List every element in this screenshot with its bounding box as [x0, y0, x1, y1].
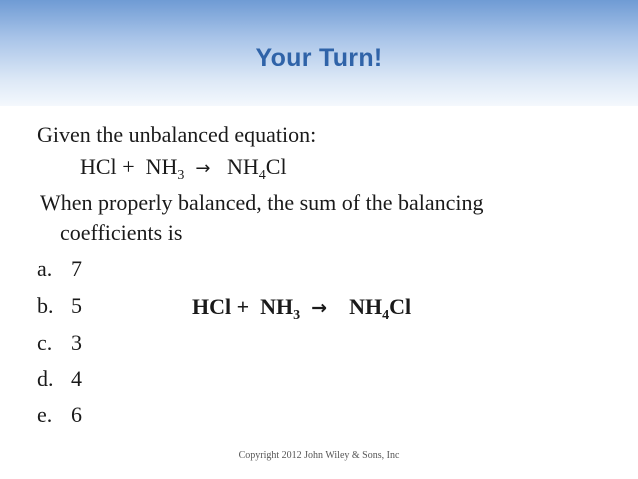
unbalanced-equation	[80, 154, 287, 184]
eq-product: NH	[349, 294, 383, 319]
eq-product-sub: 4	[382, 308, 390, 323]
eq-reactant2: NH	[145, 154, 178, 179]
eq-reactant1: HCl	[192, 294, 232, 319]
eq-reactant2: NH	[260, 294, 294, 319]
option-value: 7	[71, 256, 82, 281]
eq-product-tail: Cl	[265, 154, 287, 179]
eq-reactant1: HCl	[80, 154, 117, 179]
question-line-2: coefficients is	[60, 220, 183, 245]
intro-text: Given the unbalanced equation:	[37, 122, 317, 147]
option-value: 4	[71, 366, 82, 391]
copyright-footer: Copyright 2012 John Wiley & Sons, Inc	[238, 450, 400, 461]
option-a[interactable]	[37, 256, 82, 282]
question-line-1: When properly balanced, the sum of the balancing	[40, 190, 484, 215]
right-arrow-icon: →	[195, 158, 211, 179]
option-letter: b.	[37, 293, 54, 318]
option-c[interactable]	[37, 330, 82, 356]
highlighted-equation	[192, 294, 411, 324]
option-value: 6	[71, 402, 82, 427]
option-letter: c.	[37, 330, 53, 355]
eq-plus: +	[236, 294, 250, 319]
eq-product-tail: Cl	[389, 294, 412, 319]
option-value: 3	[71, 330, 82, 355]
eq-product: NH	[226, 154, 259, 179]
eq-product-sub: 4	[258, 168, 266, 183]
eq-reactant2-sub: 3	[293, 308, 301, 323]
option-value: 5	[71, 293, 82, 318]
option-b[interactable]	[37, 293, 82, 319]
eq-plus: +	[122, 154, 135, 179]
eq-reactant2-sub: 3	[177, 168, 185, 183]
option-e[interactable]	[37, 402, 82, 428]
option-d[interactable]	[37, 366, 82, 392]
slide-title: Your Turn!	[255, 44, 383, 72]
option-letter: d.	[37, 366, 54, 391]
option-letter: e.	[37, 402, 53, 427]
right-arrow-icon: →	[311, 297, 328, 319]
option-letter: a.	[37, 256, 53, 281]
